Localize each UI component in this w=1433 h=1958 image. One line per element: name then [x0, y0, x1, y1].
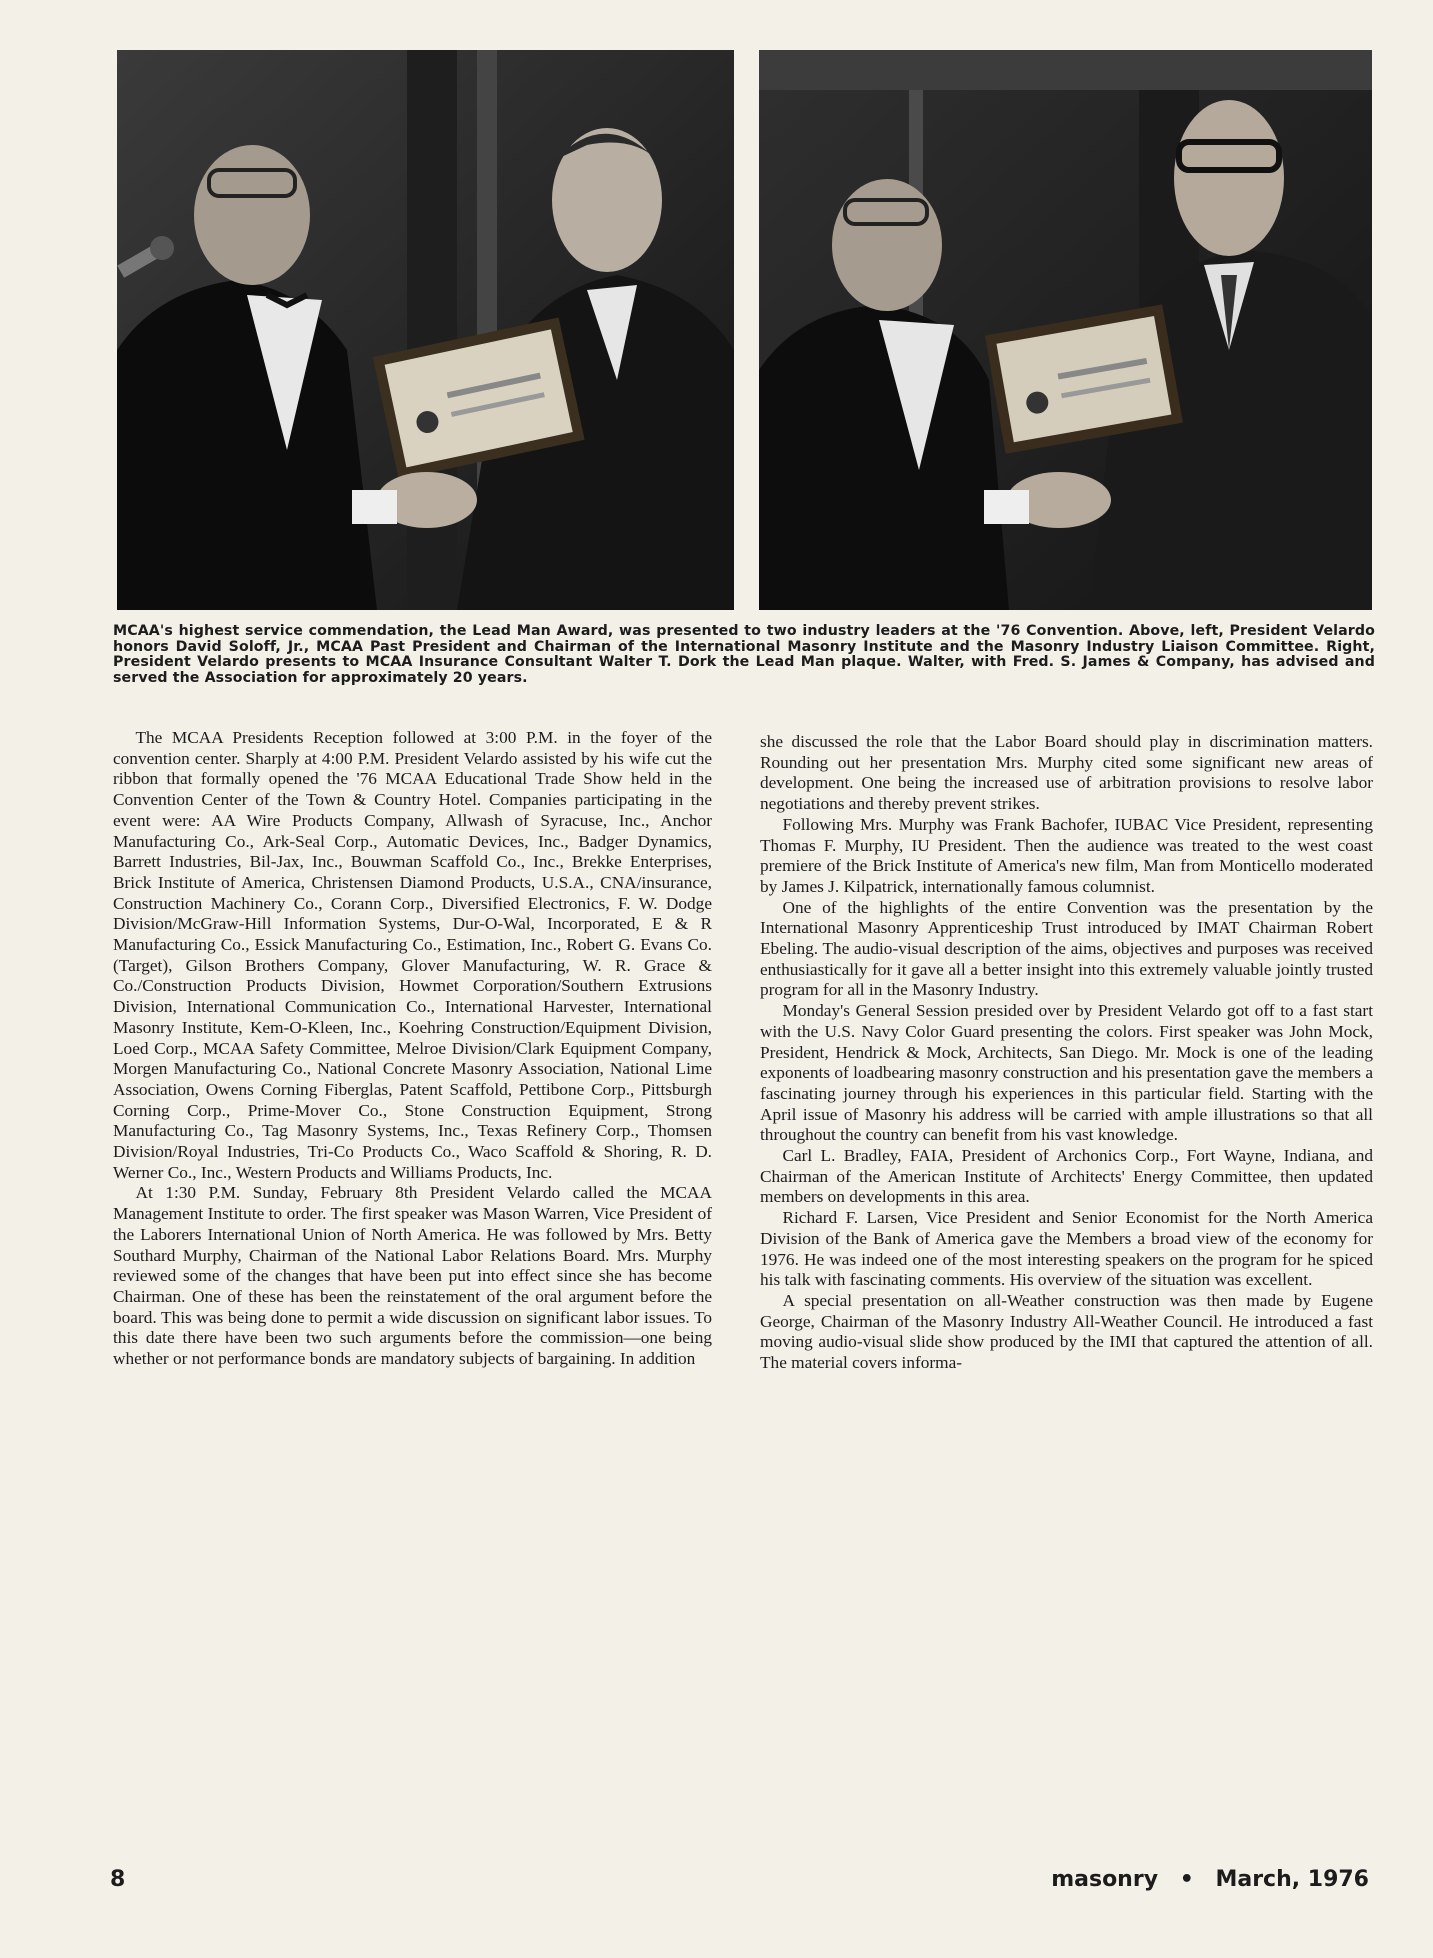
paragraph: Following Mrs. Murphy was Frank Bachofer, IUBAC Vice President, representing Thomas F. Murphy, IU President. Then the audience was treated to the west coast premiere of the Brick Institute of America's new film, Man from Monticello moderated by James J. Kilpatrick, internationally famous columnist. — [760, 814, 1373, 896]
footer-publication — [1051, 1867, 1369, 1892]
paragraph: she discussed the role that the Labor Board should play in discrimination matters. Rounding out her presentation Mrs. Murphy cited some significant new areas of development. One being the increased use of arbitration provisions to resolve labor negotiations and thereby prevent strikes. — [760, 732, 1373, 814]
paragraph: At 1:30 P.M. Sunday, February 8th President Velardo called the MCAA Management Institute to order. The first speaker was Mason Warren, Vice President of the Laborers International Union of North America. He was followed by Mrs. Betty Southard Murphy, Chairman of the National Labor Relations Board. Mrs. Murphy reviewed some of the changes that have been put into effect since she has become Chairman. One of these has been the reinstatement of the oral argument before the board. This was being done to permit a wide discussion on significant labor issues. To this date there have been two such arguments before the commission—one being whether or not performance bonds are mandatory subjects of bargaining. In addition — [113, 1183, 712, 1369]
paragraph: One of the highlights of the entire Convention was the presentation by the International Masonry Apprenticeship Trust introduced by IMAT Chairman Robert Ebeling. The audio-visual description of the aims, objectives and purposes was received enthusiastically for it gave all a better insight into this extremely valuable jointly trusted program for all in the Masonry Industry. — [760, 897, 1373, 1000]
paragraph: Carl L. Bradley, FAIA, President of Archonics Corp., Fort Wayne, Indiana, and Chairman of the American Institute of Architects' Energy Committee, then updated members on developments in this area. — [760, 1146, 1373, 1207]
paragraph: The MCAA Presidents Reception followed at 3:00 P.M. in the foyer of the convention center. Sharply at 4:00 P.M. President Velardo assisted by his wife cut the ribbon that formally opened the '76 MCAA Educational Trade Show held in the Convention Center of the Town & Country Hotel. Companies participating in the event were: AA Wire Products Company, Allwash of Syracuse, Inc., Anchor Manufacturing Co., Ark-Seal Corp., Automatic Devices, Inc., Badger Dynamics, Barrett Industries, Bil-Jax, Inc., Bouwman Scaffold Co., Inc., Brekke Enterprises, Brick Institute of America, Christensen Diamond Products, U.S.A., CNA/insurance, Construction Machinery Co., Corann Corp., Diversified Electronics, F. W. Dodge Division/McGraw-Hill Information Systems, Dur-O-Wal, Incorporated, E & R Manufacturing Co., Essick Manufacturing Co., Estimation, Inc., Robert G. Evans Co. (Target), Gilson Brothers Company, Glover Manufacturing, W. R. Grace & Co./Construction Products Division, Howmet Corporation/Southern Extrusions Division, International Communication Co., International Harvester, International Masonry Institute, Kem-O-Kleen, Inc., Koehring Construction/Equipment Division, Loed Corp., MCAA Safety Committee, Melroe Division/Clark Equipment Company, Morgen Manufacturing Co., National Concrete Masonry Association, National Lime Association, Owens Corning Fiberglas, Patent Scaffold, Pettibone Corp., Pittsburgh Corning Corp., Prime-Mover Co., Stone Construction Equipment, Strong Manufacturing Co., Tag Masonry Systems, Inc., Texas Refinery Corp., Thomsen Division/Royal Industries, Tri-Co Products Co., Waco Scaffold & Shoring, R. D. Werner Co., Inc., Western Products and Williams Products, Inc. — [113, 728, 712, 1182]
page-number: 8 — [110, 1867, 126, 1892]
article-column-left — [113, 728, 712, 1370]
award-photo-left — [117, 50, 734, 610]
award-presentation-photo-icon — [759, 50, 1372, 610]
magazine-name: masonry — [1051, 1867, 1159, 1892]
article-column-right — [760, 732, 1373, 1374]
award-presentation-photo-icon — [117, 50, 734, 610]
photo-caption: MCAA's highest service commendation, the Lead Man Award, was presented to two industry leaders at the '76 Convention. Above, left, President Velardo honors David Soloff, Jr., MCAA Past President and Chairman of the International Masonry Institute and the Masonry Industry Liaison Committee. Right, President Velardo presents to MCAA Insurance Consultant Walter T. Dork the Lead Man plaque. Walter, with Fred. S. James & Company, has advised and served the Association for approximately 20 years. — [113, 623, 1375, 686]
paragraph: Monday's General Session presided over by President Velardo got off to a fast start with the U.S. Navy Color Guard presenting the colors. First speaker was John Mock, President, Hendrick & Mock, Architects, San Diego. Mr. Mock is one of the leading exponents of loadbearing masonry construction and his presentation gave the members a fascinating journey through his experiences in this particular field. Starting with the April issue of Masonry his address will be carried with ample illustrations so that all throughout the country can benefit from his vast knowledge. — [760, 1001, 1373, 1145]
paragraph: A special presentation on all-Weather construction was then made by Eugene George, Chairman of the Masonry Industry All-Weather Council. He introduced a fast moving audio-visual slide show produced by the IMI that captured the attention of all. The material covers informa- — [760, 1290, 1373, 1373]
page-footer — [0, 1867, 1433, 1897]
issue-date: March, 1976 — [1215, 1867, 1369, 1892]
paragraph: Richard F. Larsen, Vice President and Senior Economist for the North America Division of the Bank of America gave the Members a broad view of the economy for 1976. He was indeed one of the most interesting speakers on the program for he spiced his talk with fascinating comments. His overview of the situation was excellent. — [760, 1208, 1373, 1290]
bullet-separator: • — [1179, 1867, 1194, 1892]
award-photo-right — [759, 50, 1372, 610]
